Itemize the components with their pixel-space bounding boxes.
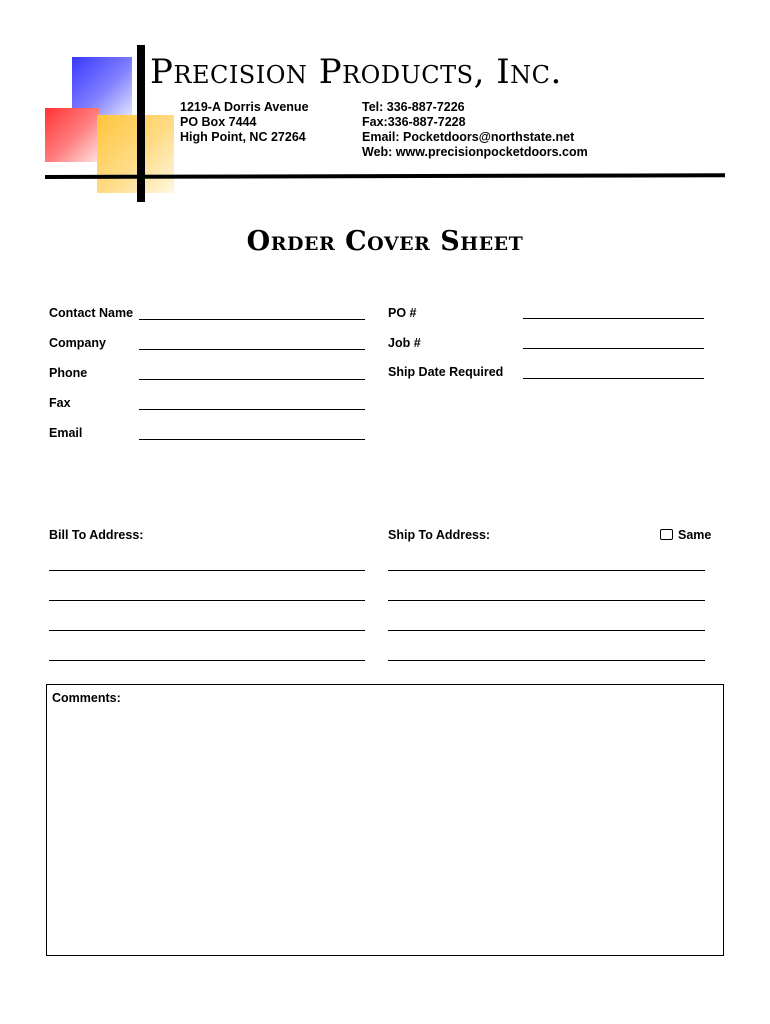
job-number-field[interactable] bbox=[523, 348, 704, 349]
job-number-label: Job # bbox=[388, 336, 421, 350]
same-checkbox[interactable] bbox=[660, 529, 673, 540]
logo-red-square bbox=[45, 108, 99, 162]
bill-to-label: Bill To Address: bbox=[49, 528, 144, 542]
fax-label: Fax bbox=[49, 396, 71, 410]
comments-label: Comments: bbox=[52, 691, 121, 705]
company-contact bbox=[362, 100, 588, 160]
contact-phone: Tel: 336-887-7226 bbox=[362, 100, 465, 114]
contact-email: Email: Pocketdoors@northstate.net bbox=[362, 130, 575, 144]
ship-to-line-3[interactable] bbox=[388, 630, 705, 631]
header-divider bbox=[45, 173, 725, 179]
po-number-label: PO # bbox=[388, 306, 417, 320]
ship-to-line-2[interactable] bbox=[388, 600, 705, 601]
phone-field[interactable] bbox=[139, 379, 365, 380]
contact-name-field[interactable] bbox=[139, 319, 365, 320]
same-checkbox-group[interactable] bbox=[660, 528, 711, 542]
phone-label: Phone bbox=[49, 366, 88, 380]
fax-field[interactable] bbox=[139, 409, 365, 410]
company-name: Precision Products, Inc. bbox=[150, 52, 562, 92]
same-checkbox-label: Same bbox=[678, 528, 712, 542]
po-number-field[interactable] bbox=[523, 318, 704, 319]
ship-to-line-4[interactable] bbox=[388, 660, 705, 661]
contact-web: Web: www.precisionpocketdoors.com bbox=[362, 145, 588, 159]
address-line: PO Box 7444 bbox=[180, 115, 257, 129]
bill-to-line-1[interactable] bbox=[49, 570, 365, 571]
address-line: 1219-A Dorris Avenue bbox=[180, 100, 309, 114]
bill-to-line-4[interactable] bbox=[49, 660, 365, 661]
company-address bbox=[180, 100, 309, 145]
contact-name-label: Contact Name bbox=[49, 306, 134, 320]
company-field[interactable] bbox=[139, 349, 365, 350]
email-label: Email bbox=[49, 426, 83, 440]
comments-box[interactable] bbox=[46, 684, 724, 956]
page-title: Order Cover Sheet bbox=[246, 226, 524, 257]
ship-to-label: Ship To Address: bbox=[388, 528, 491, 542]
bill-to-line-2[interactable] bbox=[49, 600, 365, 601]
address-line: High Point, NC 27264 bbox=[180, 130, 306, 144]
ship-date-field[interactable] bbox=[523, 378, 704, 379]
company-label: Company bbox=[49, 336, 106, 350]
logo-yellow-square bbox=[97, 115, 174, 193]
email-field[interactable] bbox=[139, 439, 365, 440]
contact-fax: Fax:336-887-7228 bbox=[362, 115, 466, 129]
ship-to-line-1[interactable] bbox=[388, 570, 705, 571]
bill-to-line-3[interactable] bbox=[49, 630, 365, 631]
ship-date-label: Ship Date Required bbox=[388, 365, 504, 379]
